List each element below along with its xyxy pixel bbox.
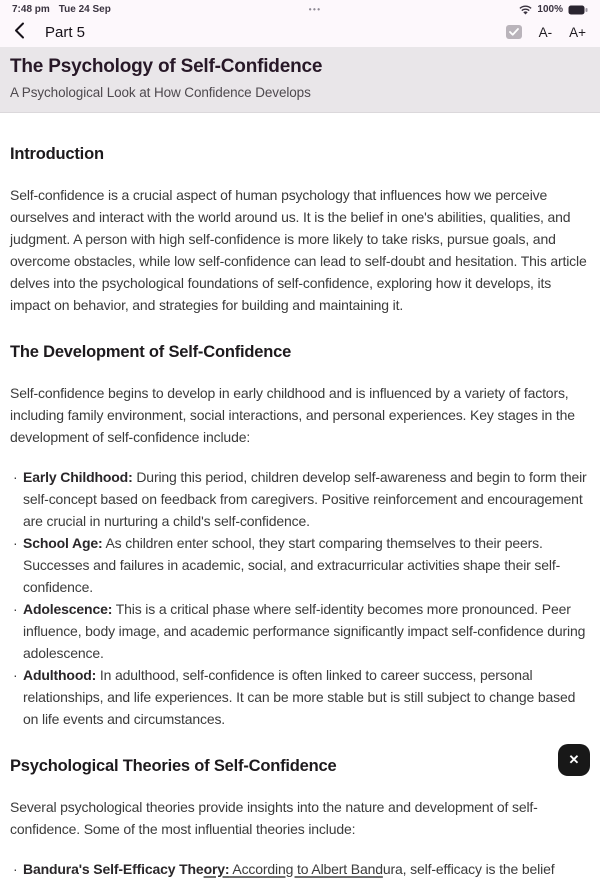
status-right (519, 4, 588, 15)
list-item: · Bandura's Self-Efficacy Theory: According to Albert Bandura, self-efficacy is the belief (10, 858, 590, 880)
bullet-list (10, 466, 590, 730)
status-bar (0, 0, 600, 17)
document-title: The Psychology of Self-Confidence (10, 56, 323, 77)
nav-left (14, 22, 85, 42)
back-chevron-icon (14, 22, 25, 42)
document-subtitle: A Psychological Look at How Confidence Develops (10, 85, 311, 100)
status-left (12, 4, 111, 15)
paragraph: Several psychological theories provide insights into the nature and development of self-confidence. Some of the most influential theories include: (10, 799, 538, 837)
nav-right (506, 25, 586, 40)
document-header (0, 47, 600, 113)
back-button[interactable] (14, 22, 25, 42)
list-item: · Early Childhood: During this period, children develop self-awareness and begin to form their self-concept based on feedback from caregivers. Positive reinforcement and encouragement are crucial in nurturing a child's self-confidence. (10, 466, 590, 532)
font-increase-button[interactable]: A+ (569, 24, 586, 40)
checkbox-toggle-button[interactable] (506, 25, 522, 39)
section-heading: Introduction (10, 145, 104, 163)
multitasking-indicator-icon: ••• (308, 5, 322, 14)
bullet-list (10, 858, 590, 880)
nav-title: Part 5 (45, 23, 86, 41)
close-icon: ✕ (568, 752, 580, 767)
checked-checkbox-icon (506, 25, 522, 39)
font-decrease-button[interactable]: A- (538, 24, 553, 40)
list-item: · School Age: As children enter school, they start comparing themselves to their peers. Successes and failures in academic, social, and extracurricular activities shape their self-confidence. (10, 532, 590, 598)
list-item: · Adulthood: In adulthood, self-confidence is often linked to career success, personal relationships, and life experiences. It can be more stable but is still subject to change based on life events and circumstances. (10, 664, 590, 730)
section-heading: The Development of Self-Confidence (10, 343, 292, 361)
wifi-icon (519, 5, 532, 15)
paragraph: Self-confidence is a crucial aspect of human psychology that influences how we perceive ourselves and interact with the world around us. It is the belief in one's abilities, qualities, and judgment. A person with high self-confidence is more likely to take risks, pursue goals, and overcome obstacles, while low self-confidence can lead to self-doubt and hesitation. This article delves into the psychological foundations of self-confidence, exploring how it develops, its impact on behavior, and strategies for building and maintaining it. (10, 187, 587, 313)
close-button[interactable] (558, 744, 590, 776)
battery-icon (568, 5, 588, 15)
status-time: 7:48 pm (12, 4, 50, 15)
article-content (0, 145, 600, 880)
section-heading: Psychological Theories of Self-Confidence (10, 757, 337, 775)
paragraph: Self-confidence begins to develop in early childhood and is influenced by a variety of factors, including family environment, social interactions, and personal experiences. Key stages in the development of self-confidence include: (10, 385, 575, 445)
status-date: Tue 24 Sep (58, 4, 111, 15)
list-item: · Adolescence: This is a critical phase where self-identity becomes more pronounced. Peer influence, body image, and academic performance significantly impact self-confidence during adolescence. (10, 598, 590, 664)
nav-bar (0, 17, 600, 47)
battery-percent: 100% (537, 4, 563, 15)
